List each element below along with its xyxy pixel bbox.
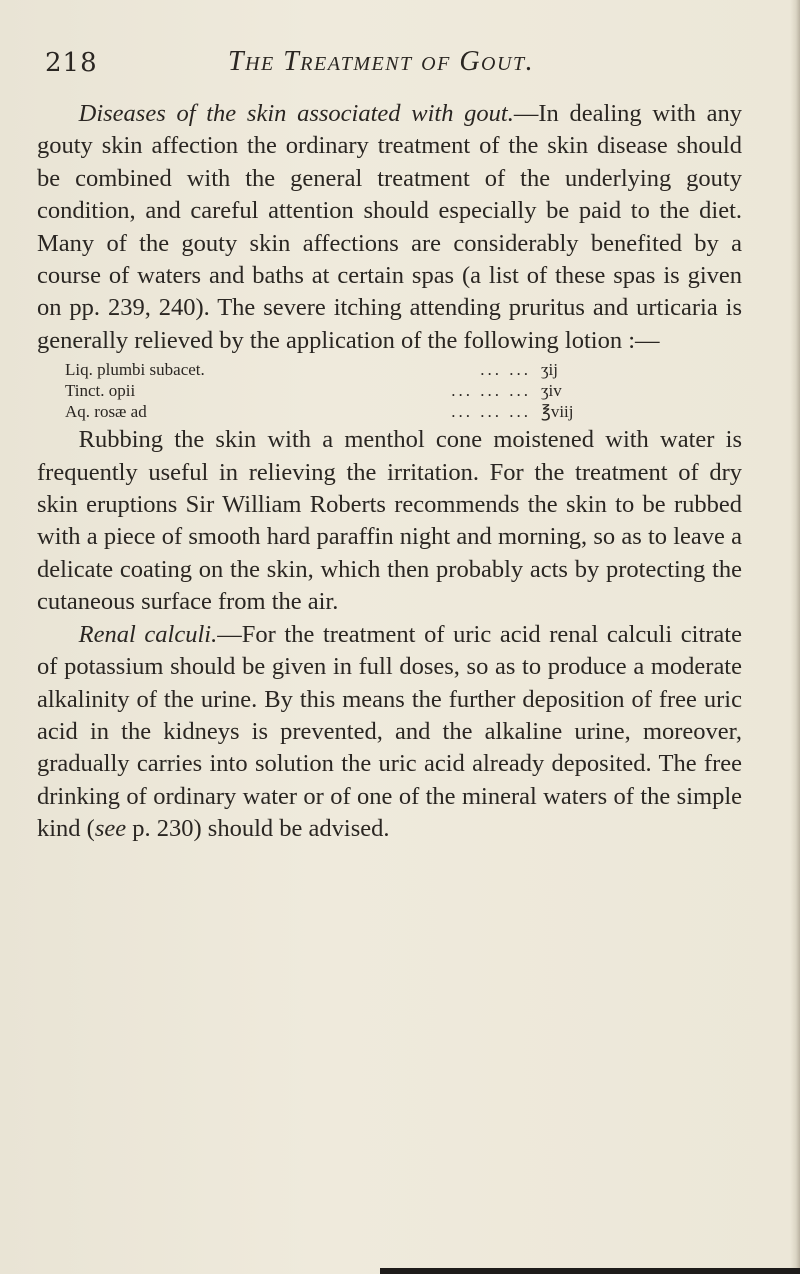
body-text [37, 98, 742, 846]
section-lead-skin: Diseases of the skin associated with gout. [78, 100, 514, 127]
paragraph-menthol-text: Rubbing the skin with a menthol cone moistened with water is frequently useful in relieving the irritation. For the treatment of dry skin eruptions Sir William Roberts recommends the skin to be rubbed with a piece of smooth hard paraffin night and morning, so as to leave a delicate coating on the skin, which then probably acts by protecting the cutaneous surface from the air. [37, 426, 742, 616]
ingredient-name: Aq. rosæ ad [65, 402, 147, 422]
paragraph-skin-diseases [37, 98, 742, 357]
leader-dots: ... ... ... [451, 402, 531, 422]
paragraph-skin-text: —In dealing with any gouty skin affection the ordinary treatment of the skin disease should be combined with the general treatment of the underlying gouty condition, and careful attention should especially be paid to the diet. Many of the gouty skin affections are considerably benefited by a course of waters and baths at certain spas (a list of these spas is given on pp. 239, 240). The severe itching attending pruritus and urticaria is generally relieved by the application of the following lotion :— [37, 100, 743, 354]
paragraph-renal-text: —For the treatment of uric acid renal calculi citrate of potassium should be given in full doses, so as to produce a moderate alkalinity of the urine. By this means the further deposition of free uric acid in the kidneys is prevented, and the alkaline urine, moreover, gradually carries into solution the uric acid already deposited. The free drinking of ordinary water or of one of the mineral waters of the simple kind ( [37, 620, 742, 843]
running-head [45, 46, 745, 86]
see-reference: see [94, 815, 127, 843]
paragraph-menthol [37, 424, 742, 618]
running-head-title: The Treatment of Gout. [228, 46, 535, 77]
page-number: 218 [45, 48, 98, 78]
section-lead-renal: Renal calculi. [78, 620, 218, 648]
prescription-row [65, 401, 585, 422]
prescription-row [65, 380, 585, 401]
leader-dots: ... ... ... [451, 381, 531, 401]
paragraph-renal-tail: p. 230) should be advised. [126, 815, 390, 843]
ingredient-quantity: ʒij [541, 360, 558, 380]
ingredient-quantity: ℥viij [541, 402, 574, 422]
prescription-row [65, 359, 585, 380]
ingredient-name: Tinct. opii [65, 381, 136, 401]
ingredient-name: Liq. plumbi subacet. [65, 360, 205, 380]
leader-dots: ... ... [480, 360, 531, 380]
prescription [65, 359, 585, 422]
page-edge-shadow [790, 0, 800, 1274]
ingredient-quantity: ʒiv [541, 381, 562, 401]
paragraph-renal-calculi [37, 619, 742, 846]
page-bottom-edge [380, 1268, 800, 1274]
